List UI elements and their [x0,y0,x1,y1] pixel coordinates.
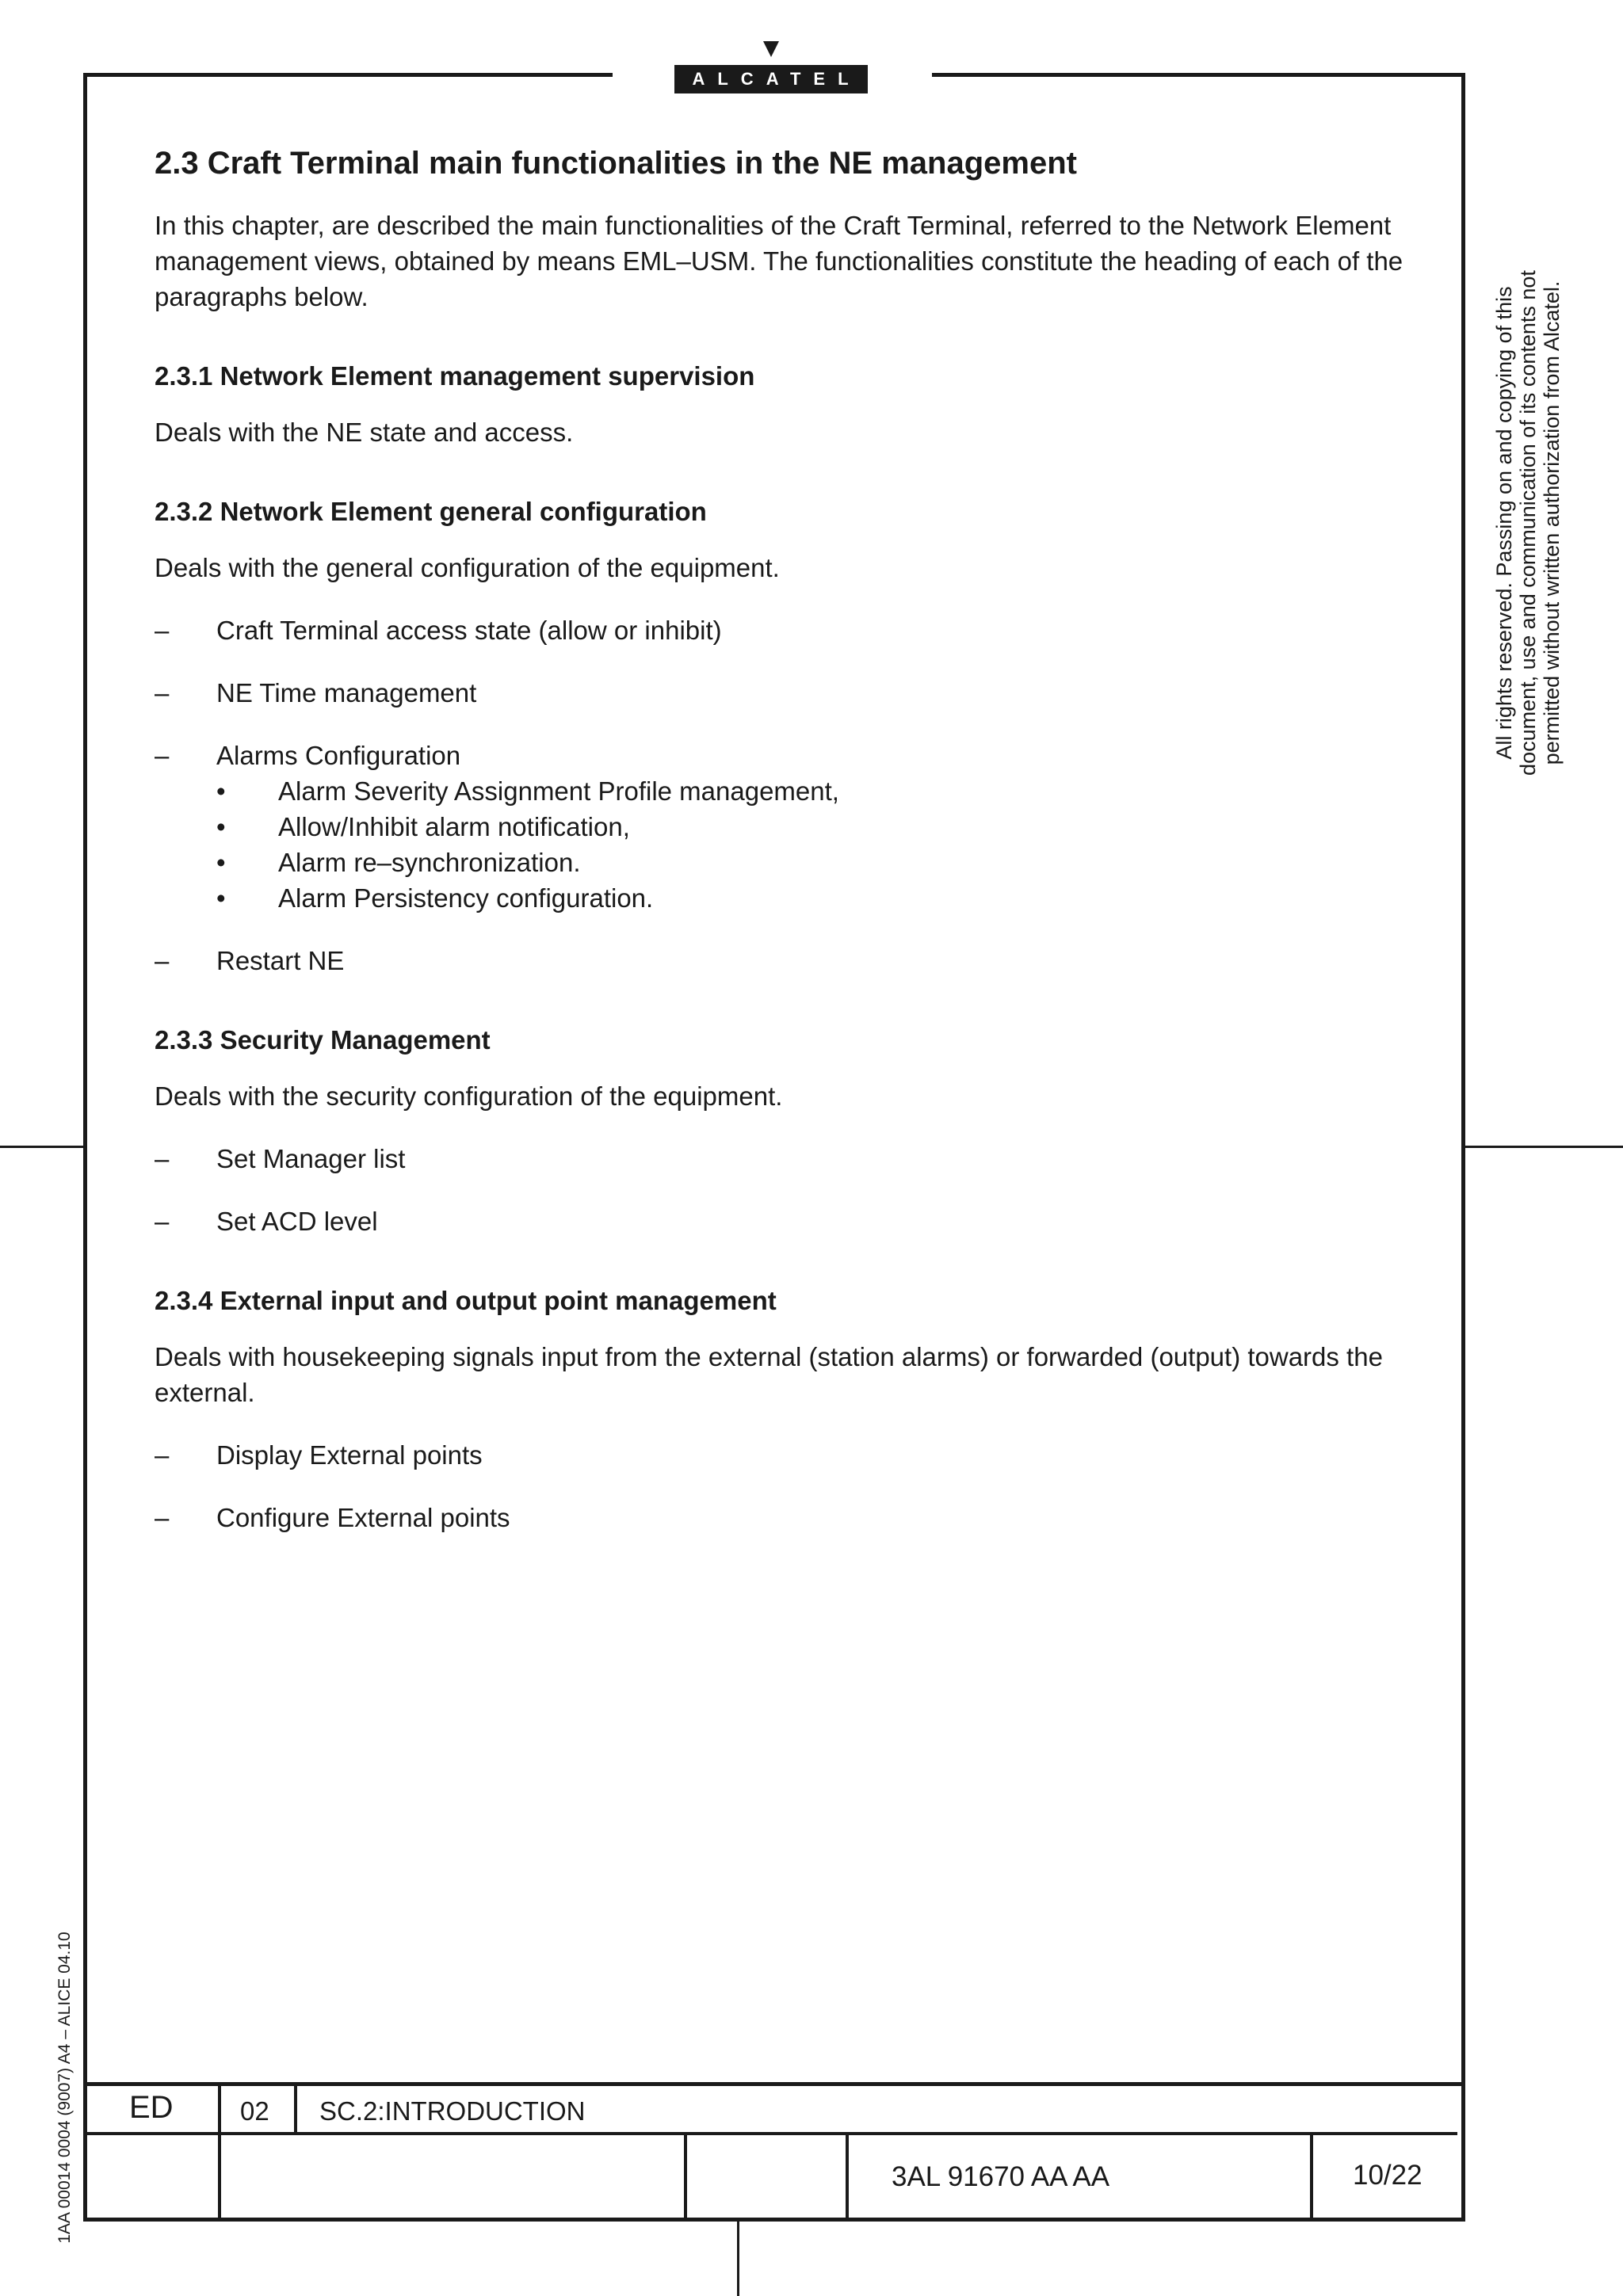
subsection-text-2-3-3: Deals with the security configuration of the equipment. [155,1081,783,1111]
bullet-marker: • [216,812,226,841]
list-item [155,943,1423,978]
subsection-title-2-3-2: 2.3.2 Network Element general configuration [155,497,707,526]
sub-list-item [216,845,1423,880]
fold-mark-right [1465,1146,1623,1148]
bullet-marker: • [216,848,226,877]
dash-marker: – [155,741,170,770]
list-item [155,1437,1423,1473]
list-item-text: Alarms Configuration [216,741,461,770]
dash-marker: – [155,1503,170,1532]
dash-marker: – [155,1144,170,1173]
subsection-title-2-3-1: 2.3.1 Network Element management supervision [155,361,755,391]
title-block [83,2082,1465,2222]
dash-marker: – [155,616,170,645]
list-item-text: Set Manager list [216,1144,406,1173]
intro-paragraph: In this chapter, are described the main functionalities of the Craft Terminal, referred to the Network Element management views, obtained by means EML–USM. The functionalities constitute the heading of each of the paragraphs below. [155,211,1403,311]
document-code: 3AL 91670 AA AA [892,2161,1110,2192]
sub-list-item [216,809,1423,845]
logo-text: ALCATEL [674,65,868,93]
subsection-title-2-3-3: 2.3.3 Security Management [155,1025,491,1055]
edition-value: 02 [240,2096,269,2126]
fold-mark-left [0,1146,83,1148]
list-item-text: Restart NE [216,946,345,975]
alcatel-logo [674,41,868,93]
page-number: 10/22 [1353,2160,1423,2191]
list-item [155,1500,1423,1535]
sub-list-item-text: Alarm Severity Assignment Profile management, [278,776,839,806]
list-item [155,1203,1423,1239]
sub-list-item [216,880,1423,916]
frame-top-line-right [932,73,1465,77]
section-name: SC.2:INTRODUCTION [319,2096,586,2126]
sub-list-item-text: Allow/Inhibit alarm notification, [278,812,630,841]
list-item-alarms-configuration [155,738,1423,916]
subsection-text-2-3-1: Deals with the NE state and access. [155,418,574,447]
title-block-divider [684,2132,687,2222]
sub-list-item [216,773,1423,809]
frame-top-line-left [83,73,613,77]
copyright-note: All rights reserved. Passing on and copying of this document, use and communication of its contents not permitted without written authorization from Alcatel. [1492,270,1564,776]
dash-marker: – [155,678,170,707]
dash-marker: – [155,1207,170,1236]
sub-list-item-text: Alarm re–synchronization. [278,848,581,877]
bullet-marker: • [216,776,226,806]
section-heading: 2.3 Craft Terminal main functionalities in the NE management [155,146,1077,181]
subsection-title-2-3-4: 2.3.4 External input and output point management [155,1286,777,1315]
title-block-divider [218,2086,221,2222]
title-block-divider [846,2132,849,2222]
dash-marker: – [155,1440,170,1470]
sub-list-item-text: Alarm Persistency configuration. [278,883,654,913]
list-item [155,1141,1423,1177]
fold-mark-bottom [737,2222,739,2296]
list-item-text: Craft Terminal access state (allow or inhibit) [216,616,722,645]
list-item [155,675,1423,711]
title-block-divider [83,2132,1457,2135]
form-code: 1AA 00014 0004 (9007) A4 – ALICE 04.10 [55,1932,74,2244]
edition-label: ED [129,2090,174,2125]
list-item-text: NE Time management [216,678,477,707]
list-item-text: Configure External points [216,1503,510,1532]
document-body [155,143,1423,1562]
dash-marker: – [155,946,170,975]
list-item-text: Set ACD level [216,1207,378,1236]
subsection-text-2-3-2: Deals with the general configuration of the equipment. [155,553,780,582]
alarm-sub-list [216,773,1423,916]
bullet-marker: • [216,883,226,913]
list-item-text: Display External points [216,1440,483,1470]
title-block-divider [1310,2132,1313,2222]
list-item [155,612,1423,648]
logo-triangle-icon [763,41,779,57]
title-block-divider [294,2086,297,2132]
subsection-text-2-3-4: Deals with housekeeping signals input from the external (station alarms) or forwarded (output) towards the external. [155,1342,1383,1407]
